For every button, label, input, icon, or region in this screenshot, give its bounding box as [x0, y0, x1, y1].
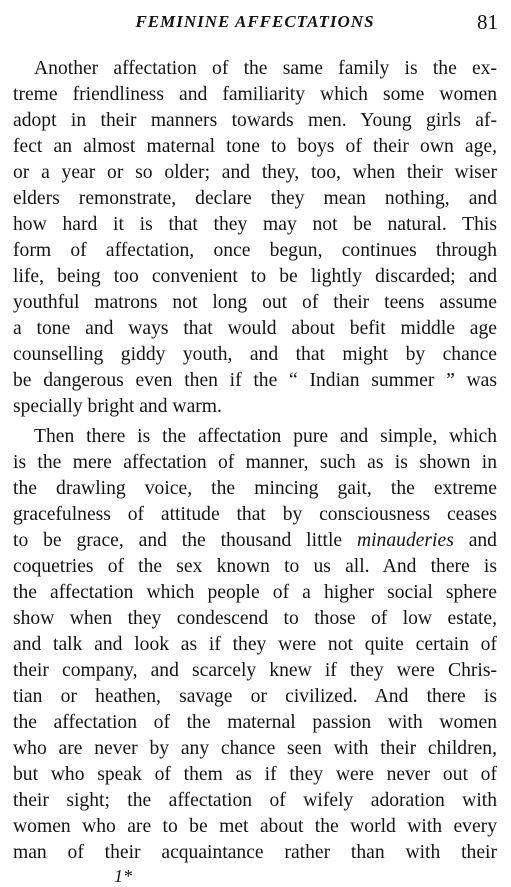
- text-line: the affectation of the maternal passion with women: [13, 712, 497, 733]
- text-line: show when they condescend to those of low estate,: [13, 608, 497, 629]
- text-line: youthful matrons not long out of their teens assume: [13, 292, 497, 313]
- text-line: but who speak of them as if they were never out of: [13, 764, 497, 785]
- text-line: a tone and ways that would about befit middle age: [13, 318, 497, 339]
- text-line: and talk and look as if they were not quite certain of: [13, 634, 497, 655]
- text-line: who are never by any chance seen with their children,: [13, 738, 497, 759]
- text-line: specially bright and warm.: [13, 396, 222, 417]
- text-line: counselling giddy youth, and that might by chance: [13, 344, 497, 365]
- running-head: [12, 10, 498, 34]
- text-run: and: [453, 530, 497, 551]
- text-line: their company, and scarcely knew if they were Chris-: [13, 660, 497, 681]
- text-line: Another affectation of the same family is the ex-: [34, 58, 497, 79]
- text-line: fect an almost maternal tone to boys of their own age,: [13, 136, 497, 157]
- text-line: is the mere affectation of manner, such as is shown in: [13, 452, 497, 473]
- text-line: treme friendliness and familiarity which some women: [13, 84, 497, 105]
- text-line: gracefulness of attitude that by consciousness ceases: [13, 504, 497, 525]
- italic-term: minauderies: [356, 530, 454, 551]
- text-line: the affectation which people of a higher social sphere: [13, 582, 497, 603]
- text-line-mixed: [13, 528, 497, 554]
- text-line: how hard it is that they may not be natural. This: [13, 214, 497, 235]
- page-number: 81: [477, 10, 498, 34]
- text-line: be dangerous even then if the “ Indian summer ” was: [13, 370, 497, 391]
- text-line: life, being too convenient to be lightly discarded; and: [13, 266, 497, 287]
- text-line: man of their acquaintance rather than with their: [13, 842, 497, 863]
- text-line: coquetries of the sex known to us all. And there is: [13, 556, 497, 577]
- text-line: the drawling voice, the mincing gait, the extreme: [13, 478, 497, 499]
- running-title: FEMININE AFFECTATIONS: [135, 12, 375, 31]
- text-line: women who are to be met about the world with every: [13, 816, 497, 837]
- text-run: to be grace, and the thousand little: [13, 530, 357, 551]
- text-line: Then there is the affectation pure and simple, which: [34, 426, 497, 447]
- text-line: their sight; the affectation of wifely adoration with: [13, 790, 497, 811]
- text-line: adopt in their manners towards men. Young girls af-: [13, 110, 497, 131]
- signature-mark: 1*: [114, 866, 132, 886]
- text-line: elders remonstrate, declare they mean nothing, and: [13, 188, 497, 209]
- text-line: form of affectation, once begun, continues through: [13, 240, 497, 261]
- text-line: or a year or so older; and they, too, when their wiser: [13, 162, 497, 183]
- text-line: tian or heathen, savage or civilized. And there is: [13, 686, 497, 707]
